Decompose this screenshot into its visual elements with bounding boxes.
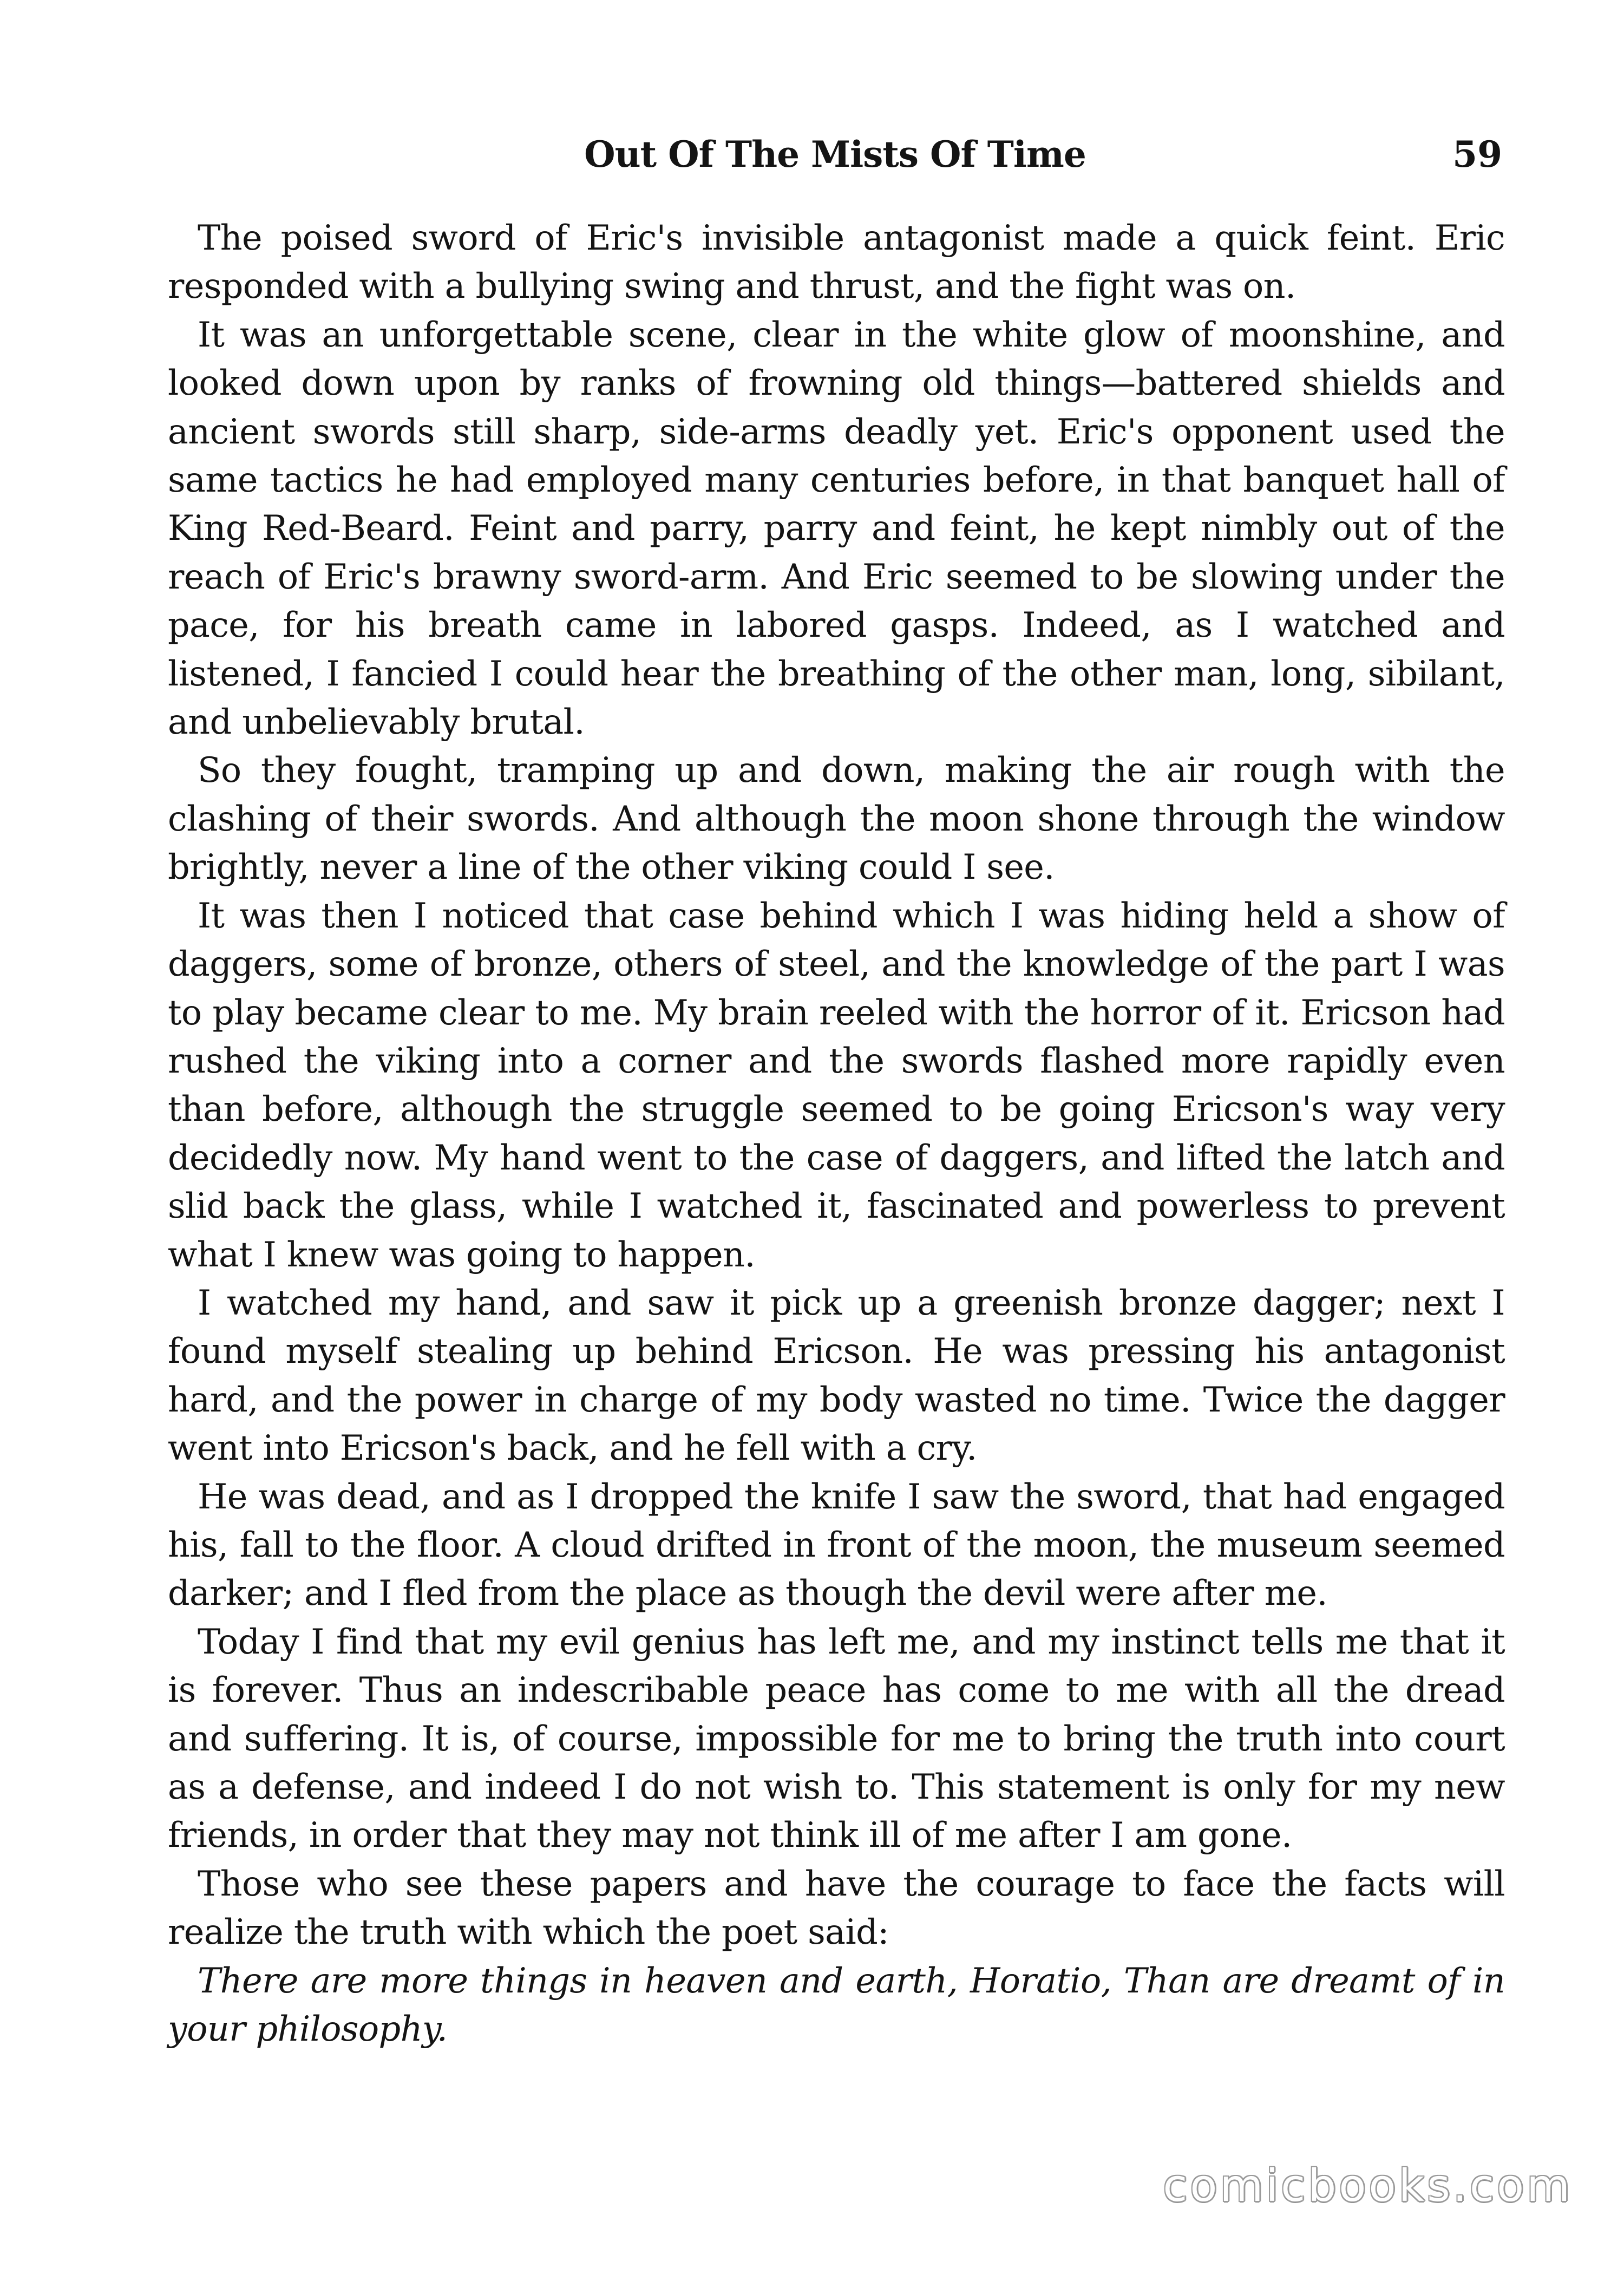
paragraph-1: The poised sword of Eric's invisible antagonist made a quick feint. Eric responded with a bullying swing and thrust, and the fight was on.: [168, 218, 1505, 306]
paragraph-2: It was an unforgettable scene, clear in the white glow of moonshine, and looked down upon by ranks of frowning old things—battered shields and ancient swords still sharp, side-arms deadly yet. Eric's opponent used the same tactics he had employed many centuries before, in that banquet hall of King Red-Beard. Feint and parry, parry and feint, he kept nimbly out of the reach of Eric's brawny sword-arm. And Eric seemed to be slowing under the pace, for his breath came in labored gasps. Indeed, as I watched and listened, I fancied I could hear the breathing of the other man, long, sibilant, and unbelievably brutal.: [168, 314, 1505, 742]
page-number: 59: [1452, 133, 1502, 175]
paragraph-3: So they fought, tramping up and down, making the air rough with the clashing of their swords. And although the moon shone through the window brightly, never a line of the other viking could I see.: [168, 750, 1505, 887]
paragraph-4: It was then I noticed that case behind which I was hiding held a show of daggers, some of bronze, others of steel, and the knowledge of the part I was to play became clear to me. My brain reeled with the horror of it. Ericson had rushed the viking into a corner and the swords flashed more rapidly even than before, although the struggle seemed to be going Ericson's way very decidedly now. My hand went to the case of daggers, and lifted the latch and slid back the glass, while I watched it, fascinated and powerless to prevent what I knew was going to happen.: [168, 895, 1505, 1275]
paragraph-7: Today I find that my evil genius has left me, and my instinct tells me that it is forever. Thus an indescribable peace has come to me with all the dread and suffering. It is, of course, impossible for me to bring the truth into court as a defense, and indeed I do not wish to. This statement is only for my new friends, in order that they may not think ill of me after I am gone.: [168, 1621, 1505, 1855]
running-header: [168, 125, 1502, 184]
body-text: [168, 214, 1505, 2053]
paragraph-5: I watched my hand, and saw it pick up a greenish bronze dagger; next I found myself stealing up behind Ericson. He was pressing his antagonist hard, and the power in charge of my body wasted no time. Twice the dagger went into Ericson's back, and he fell with a cry.: [168, 1282, 1505, 1468]
site-watermark: comicbooks.com: [1163, 2160, 1573, 2212]
paragraph-6: He was dead, and as I dropped the knife I saw the sword, that had engaged his, fall to the floor. A cloud drifted in front of the moon, the museum seemed darker; and I fled from the place as though the devil were after me.: [168, 1476, 1505, 1613]
closing-quotation: There are more things in heaven and earth, Horatio, Than are dreamt of in your philosophy.: [168, 1960, 1505, 2049]
paragraph-8: Those who see these papers and have the courage to face the facts will realize the truth with which the poet said:: [168, 1863, 1505, 1952]
page-title: Out Of The Mists Of Time: [584, 133, 1086, 175]
